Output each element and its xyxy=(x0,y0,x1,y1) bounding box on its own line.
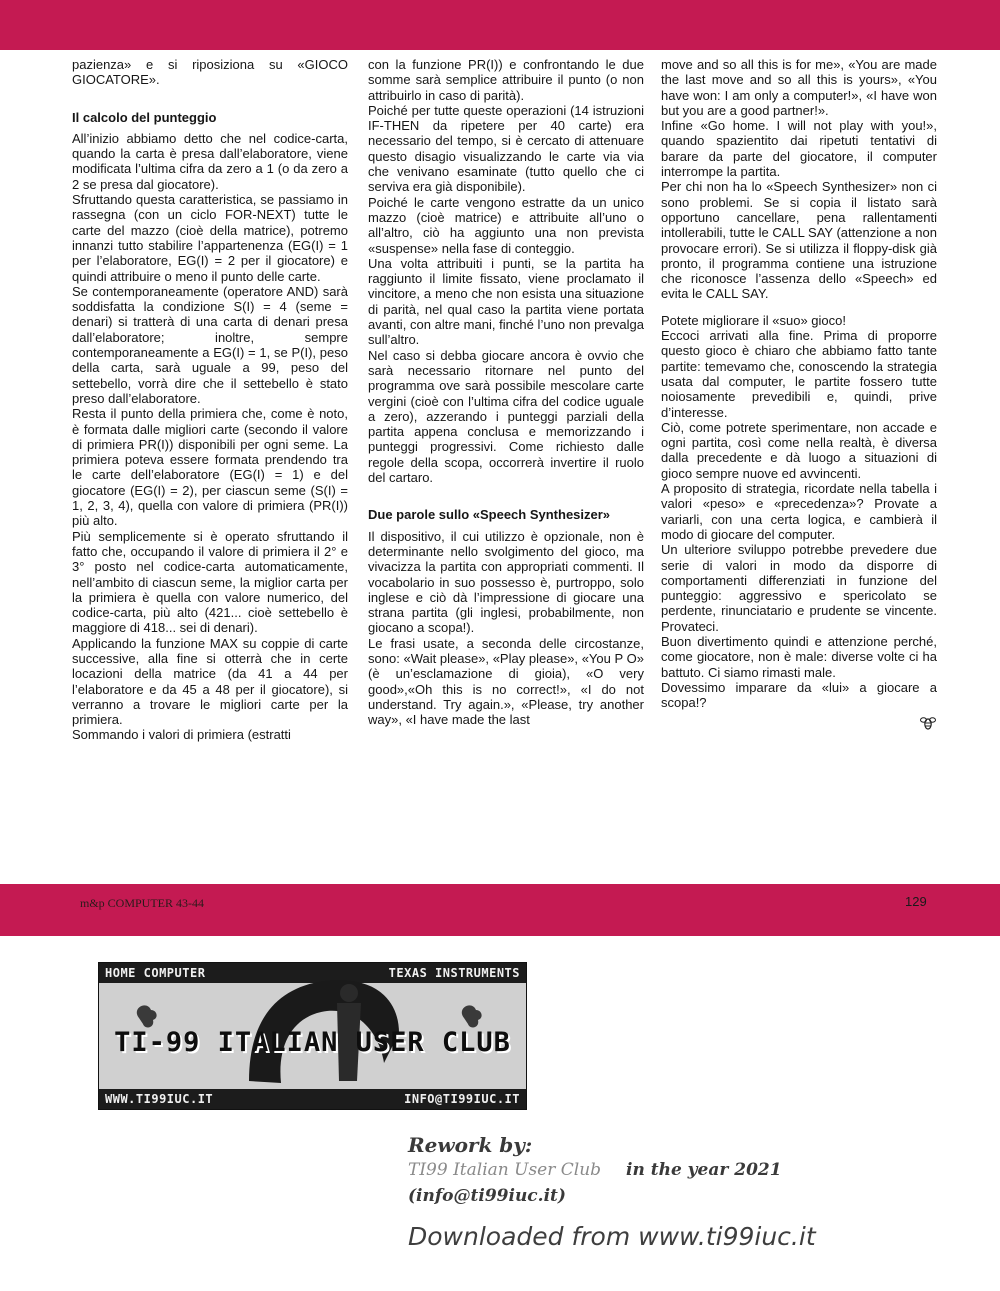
rework-club-name: TI99 Italian User Club xyxy=(408,1160,602,1180)
paragraph: Potete migliorare il «suo» gioco! xyxy=(661,312,846,328)
top-color-band xyxy=(0,0,1000,50)
paragraph: Più semplicemente si è operato sfruttando il fatto che, occupando il valore di primiera il 2° e 3° posto nel codice-carta automaticamente, nell’ambito di ciascun seme, la miglior carta per la primiera è quella con valore numerico, del codice-carta, più alto (421... cioè settebello è maggiore di 418... sei di denari). xyxy=(72,528,348,636)
paragraph: Il dispositivo, il cui utilizzo è opzionale, non è determinante nello svolgimento del gioco, ma vivacizza la partita con appropriati commenti. Il vocabolario in suo possesso è, purtroppo, solo inglese e ciò dà l’impressione di giocare una strana partita (gli inglesi, probabilmente, non giocano a scopa!). xyxy=(368,528,644,636)
paragraph: con la funzione PR(I)) e confrontando le due somme sarà semplice attribuire il punto (o non attribuirlo in caso di parità). xyxy=(368,57,644,103)
section-heading-speech: Due parole sullo «Speech Synthesizer» xyxy=(368,507,611,523)
text-column-3 xyxy=(661,57,937,736)
banner-label-home-computer: HOME COMPUTER xyxy=(105,966,206,980)
bee-icon xyxy=(919,714,937,732)
paragraph: Resta il punto della primiera che, come è noto, è formata dalle migliori carte (secondo il valore di primiera PR(I)) disponibili per ogni seme. La primiera poteva essere formata prendendo tra le carte dell’elaboratore (EG(I) = 1) e del giocatore (EG(I) = 2), per ciascun seme (S(I) = 1, 2, 3, 4), quella con valore di primiera (PR(I)) più alto. xyxy=(72,406,348,529)
paragraph: Eccoci arrivati alla fine. Prima di proporre questo gioco è chiaro che abbiamo fatto tante partite: temevamo che, conoscendo la strategia usata dal computer, le partite fossero tutte noiosamente prevedibili e, quindi, prive d’interesse. xyxy=(661,328,937,420)
paragraph: Se contemporaneamente (operatore AND) sarà soddisfatta la condizione S(I) = 4 (seme = denari) si tratterà di una carta di denari presa dall’elaboratore; inoltre, sempre contemporaneamente a EG(I) = 1, se P(I), peso della carta, sarà uguale a 99, peso del settebello, vorrà dire che il settebello è stato preso dall’elaboratore. xyxy=(72,283,348,406)
club-banner-logo xyxy=(98,962,527,1110)
banner-website: WWW.TI99IUC.IT xyxy=(105,1092,214,1106)
paragraph: Un ulteriore sviluppo potrebbe prevedere due serie di valori in modo da disporre di comportamenti differenziati in funzione del punteggio: aggressivo e spericolato se perdente, rinunciatario e prudente se vincente. Provateci. xyxy=(661,542,937,634)
section-heading-scoring: Il calcolo del punteggio xyxy=(72,109,217,125)
paragraph: All’inizio abbiamo detto che nel codice-carta, quando la carta è presa dall’elaboratore, viene modificata l’ultima cifra da zero a 1 (o da zero a 2 se presa dal giocatore). xyxy=(72,130,348,192)
banner-label-texas-instruments: TEXAS INSTRUMENTS xyxy=(388,966,520,980)
banner-email: INFO@TI99IUC.IT xyxy=(404,1092,520,1106)
paragraph: Poiché le carte vengono estratte da un unico mazzo (cioè matrice) e attribuite all’uno o all’altro, ciò ha aggiunto una non prevista «suspense» nella fase di conteggio. xyxy=(368,194,644,256)
download-notice: Downloaded from www.ti99iuc.it xyxy=(408,1222,816,1251)
bee-end-icon xyxy=(661,714,937,736)
paragraph: Nel caso si debba giocare ancora è ovvio che sarà necessario ritornare nel punto del programma ove sarà possibile mescolare carte vergini (cioè con l’ultima cifra del codice uguale a zero), azzerando i punteggi parziali della partita appena conclusa e memorizzando i punteggi progressivi. Come richiesto dalle regole della scopa, occorrerà invertire il ruolo del cartaro. xyxy=(368,347,644,486)
paragraph: Sfruttando questa caratteristica, se passiamo in rassegna (con un ciclo FOR-NEXT) tutte le carte del mazzo (cioè della matrice), potremo innanzi tutto stabilire l’appartenenza (EG(I) = 1 per l’elaboratore, EG(I) = 2 per il giocatore) e quindi attribuire o meno il punto delle carte. xyxy=(72,192,348,284)
paragraph: Una volta attribuiti i punti, se la partita ha raggiunto il limite fissato, viene proclamato il vincitore, a meno che non esista una situazione di parità, nel qual caso la partita viene portata avanti, con altre mani, finché l’uno non prevalga sull’altro. xyxy=(368,255,644,348)
paragraph: pazienza» e si riposiziona su «GIOCO GIOCATORE». xyxy=(72,57,348,88)
rework-title: Rework by: xyxy=(408,1133,533,1157)
paragraph: Sommando i valori di primiera (estratti xyxy=(72,727,291,743)
paragraph: A proposito di strategia, ricordate nella tabella i valori «peso» e «precedenza»? Provate a variarli, con una certa logica, e cambierà il modo di giocare del computer. xyxy=(661,481,937,542)
paragraph: Le frasi usate, a seconda delle circostanze, sono: «Wait please», «Play please», «You P O» (è un’esclamazione di gioia), «O very good»,«Oh this is no correct!», «I do not understand. Try again.», «Please, try another way», «I have made the last xyxy=(368,635,644,728)
rework-year: in the year 2021 xyxy=(626,1160,782,1180)
paragraph: Buon divertimento quindi e attenzione perché, come giocatore, non è male: diverse volte ci ha battuto. Ci siamo rimasti male. xyxy=(661,633,937,680)
paragraph: move and so all this is for me», «You are made the last move and so all this is yours», «You have won: I am only a computer!», «I have won but you are a good partner!». xyxy=(661,57,937,118)
text-column-2 xyxy=(368,57,644,727)
paragraph: Applicando la funzione MAX su coppie di carte successive, alla fine si otterrà che in certe locazioni della matrice (da 41 a 44 per l’elaboratore e da 45 a 48 per il giocatore), si verranno a trovare le migliori carte per la primiera. xyxy=(72,635,348,728)
footer-magazine-name: m&p COMPUTER 43-44 xyxy=(80,896,205,910)
rework-email: (info@ti99iuc.it) xyxy=(408,1186,566,1206)
paragraph: Ciò, come potrete sperimentare, non accade e ogni partita, così come nella realtà, è diversa dalla precedente e dà luogo a situazioni di gioco sempre nuove ed avvincenti. xyxy=(661,419,937,481)
paragraph: Per chi non ha lo «Speech Synthesizer» non ci sono problemi. Se si copia il listato sarà opportuno cancellare, pena rallentamenti intollerabili, tutte le CALL SAY (attenzione a non provocare errori). Se si utilizza il floppy-disk già pronto, il programma contiene una istruzione che riconosce l’assenza dello «Speech» ed evita le CALL SAY. xyxy=(661,179,937,302)
banner-club-name: TI-99 ITALIAN USER CLUB xyxy=(114,1027,511,1058)
paragraph: Poiché per tutte queste operazioni (14 istruzioni IF-THEN da ripetere per 40 carte) era necessario del tempo, si è cercato di attenuare questo disagio visualizzando le carte via via che venivano esaminate (tutto quello che ci serviva era già disponibile). xyxy=(368,102,644,195)
paragraph: Infine «Go home. I will not play with you!», quando spazientito dai ripetuti tentativi di barare da parte del giocatore, il computer interrompe la partita. xyxy=(661,118,937,180)
footer-page-number: 129 xyxy=(905,894,927,909)
text-column-1 xyxy=(72,57,348,743)
paragraph: Dovessimo imparare da «lui» a giocare a scopa!? xyxy=(661,679,937,711)
